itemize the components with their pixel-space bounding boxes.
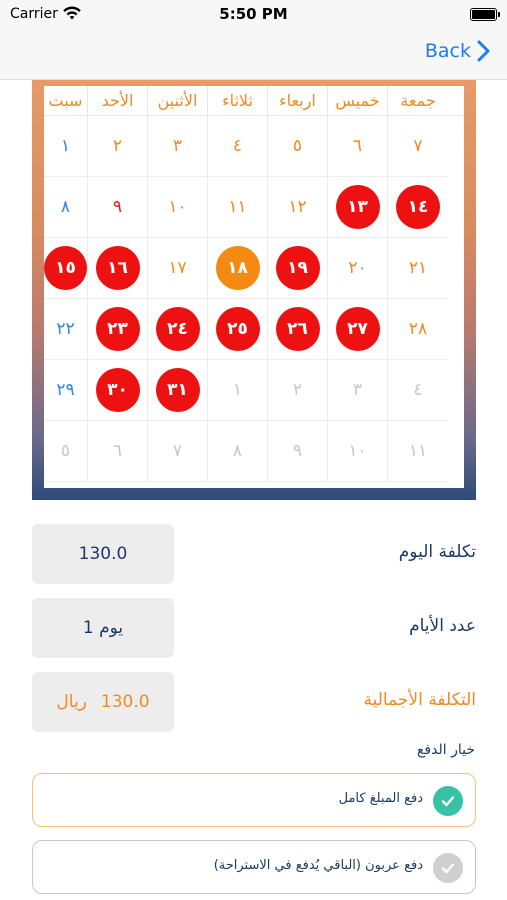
calendar-day-cell[interactable] (208, 177, 268, 238)
calendar-day-cell[interactable] (268, 116, 328, 177)
calendar-day-cell[interactable] (208, 116, 268, 177)
calendar-day-cell[interactable] (148, 299, 208, 360)
booked-day-marker (156, 368, 200, 412)
calendar-day-number: ٢ (112, 135, 123, 156)
calendar-day-cell[interactable] (148, 360, 208, 421)
booked-day-marker (336, 307, 380, 351)
booked-day-marker (44, 246, 87, 290)
booked-day-marker (96, 246, 140, 290)
clock-time: 5:50 PM (219, 5, 288, 23)
booked-day-marker (216, 307, 260, 351)
day-cost-row (32, 524, 476, 584)
checkmark-icon (433, 853, 463, 883)
calendar-day-number: ١٠ (168, 196, 187, 217)
calendar-day-number: ١٩ (287, 257, 308, 278)
back-button[interactable] (425, 40, 491, 62)
battery-icon (470, 8, 497, 21)
calendar-day-number: ٦ (352, 135, 363, 156)
checkmark-icon (433, 786, 463, 816)
calendar-day-number: ٤ (232, 135, 243, 156)
calendar-day-cell[interactable] (88, 177, 148, 238)
calendar-day-cell[interactable] (44, 299, 88, 360)
calendar-day-cell[interactable] (148, 116, 208, 177)
weekday-header: الأثنين (148, 86, 208, 116)
calendar-day-cell[interactable] (388, 116, 448, 177)
calendar-day-cell[interactable] (388, 421, 448, 482)
calendar-day-number: ٢٠ (348, 257, 367, 278)
calendar-day-number: ٧ (172, 440, 183, 461)
calendar-day-cell[interactable] (268, 177, 328, 238)
booked-day-marker (156, 307, 200, 351)
calendar-day-cell[interactable] (208, 299, 268, 360)
calendar-day-cell[interactable] (88, 421, 148, 482)
calendar (44, 86, 464, 488)
calendar-day-number: ١١ (408, 440, 428, 461)
calendar-day-number: ٩ (112, 196, 123, 217)
calendar-day-number: ١ (60, 135, 71, 156)
calendar-background (32, 80, 476, 500)
calendar-day-number: ٢٤ (167, 318, 188, 339)
calendar-day-number: ٢٩ (56, 379, 75, 400)
booked-day-marker (336, 185, 380, 229)
calendar-day-cell[interactable] (388, 360, 448, 421)
calendar-day-cell[interactable] (268, 238, 328, 299)
weekday-header: جمعة (400, 91, 436, 110)
calendar-day-cell[interactable] (44, 177, 88, 238)
day-cost-label: تكلفة اليوم (398, 542, 476, 562)
calendar-day-cell[interactable] (328, 238, 388, 299)
calendar-day-cell[interactable] (208, 421, 268, 482)
calendar-weekday-header (44, 86, 464, 116)
calendar-day-number: ٥ (292, 135, 303, 156)
calendar-day-cell[interactable] (88, 360, 148, 421)
weekday-header: الأحد (88, 86, 148, 116)
calendar-day-number: ٣ (352, 379, 363, 400)
booked-day-marker (396, 185, 440, 229)
weekday-header: اربعاء (268, 86, 328, 116)
calendar-day-number: ٨ (232, 440, 243, 461)
calendar-day-cell[interactable] (208, 360, 268, 421)
calendar-day-number: ١ (232, 379, 243, 400)
pay-full-label: دفع المبلغ كامل (338, 791, 423, 806)
calendar-day-number: ٢٧ (347, 318, 368, 339)
calendar-day-number: ٢١ (408, 257, 428, 278)
navigation-bar (0, 28, 507, 80)
calendar-day-number: ١٢ (288, 196, 307, 217)
payment-options-title: خيار الدفع (416, 742, 475, 758)
pay-full-option[interactable] (32, 773, 476, 827)
calendar-day-number: ٣١ (167, 379, 188, 400)
calendar-day-number: ١٥ (55, 257, 76, 278)
calendar-day-cell[interactable] (148, 177, 208, 238)
calendar-day-number: ٢٣ (107, 318, 128, 339)
calendar-day-cell[interactable] (148, 238, 208, 299)
days-count-value: 1 يوم (32, 598, 174, 658)
calendar-day-number: ٢٦ (287, 318, 308, 339)
calendar-day-cell[interactable] (388, 177, 448, 238)
calendar-day-number: ٧ (413, 135, 423, 156)
calendar-day-number: ١٤ (407, 196, 429, 217)
calendar-day-cell[interactable] (88, 238, 148, 299)
calendar-day-number: ١٠ (348, 440, 367, 461)
booked-day-marker (276, 307, 320, 351)
back-label: Back (424, 40, 471, 62)
calendar-day-cell[interactable] (388, 299, 448, 360)
calendar-day-number: ٢٨ (408, 318, 428, 339)
calendar-day-number: ٣ (172, 135, 183, 156)
calendar-day-cell[interactable] (148, 421, 208, 482)
calendar-day-cell[interactable] (328, 116, 388, 177)
calendar-grid (44, 116, 464, 482)
calendar-day-number: ١٦ (107, 257, 128, 278)
calendar-day-number: ١١ (228, 196, 247, 217)
total-cost-label: التكلفة الأجمالية (363, 690, 476, 710)
calendar-day-number: ٣٠ (107, 379, 128, 400)
total-currency: ريال (56, 692, 87, 712)
days-count-row (32, 598, 476, 658)
chevron-right-icon (477, 40, 491, 62)
calendar-day-cell[interactable] (328, 360, 388, 421)
calendar-day-cell[interactable] (388, 238, 448, 299)
calendar-day-cell[interactable] (208, 238, 268, 299)
pay-deposit-label: دفع عربون (الباقي يُدفع في الاستراحة) (213, 858, 423, 873)
calendar-day-number: ٩ (292, 440, 303, 461)
calendar-day-number: ١٣ (347, 196, 368, 217)
weekday-header: سبت (44, 86, 88, 116)
weekday-header: ثلاثاء (208, 86, 268, 116)
calendar-day-cell[interactable] (88, 116, 148, 177)
calendar-day-cell[interactable] (88, 299, 148, 360)
selected-day-marker (216, 246, 260, 290)
days-count-label: عدد الأيام (409, 616, 476, 636)
calendar-day-cell[interactable] (328, 421, 388, 482)
total-cost-box (32, 672, 174, 732)
calendar-day-number: ٦ (112, 440, 123, 461)
booked-day-marker (96, 368, 140, 412)
calendar-day-number: ٤ (413, 379, 423, 400)
carrier-label: Carrier (10, 6, 58, 22)
calendar-day-cell[interactable] (268, 360, 328, 421)
calendar-day-cell[interactable] (268, 421, 328, 482)
calendar-day-cell[interactable] (44, 421, 88, 482)
calendar-day-number: ٢٥ (227, 318, 248, 339)
calendar-day-number: ٨ (60, 196, 71, 217)
booked-day-marker (276, 246, 320, 290)
weekday-header: خميس (328, 86, 388, 116)
calendar-day-cell[interactable] (328, 299, 388, 360)
pay-deposit-option[interactable] (32, 840, 476, 894)
calendar-day-number: ١٨ (227, 257, 248, 278)
booked-day-marker (96, 307, 140, 351)
calendar-day-cell[interactable] (328, 177, 388, 238)
calendar-day-number: ٥ (60, 440, 71, 461)
day-cost-value: 130.0 (32, 524, 174, 584)
calendar-day-number: ١٧ (168, 257, 187, 278)
calendar-day-number: ٢٢ (56, 318, 75, 339)
calendar-day-cell[interactable] (44, 360, 88, 421)
status-bar (0, 0, 507, 28)
calendar-day-number: ٢ (292, 379, 303, 400)
total-cost-value: 130.0 (100, 692, 150, 712)
calendar-day-cell[interactable] (268, 299, 328, 360)
calendar-day-cell[interactable] (44, 116, 88, 177)
calendar-day-cell[interactable] (44, 238, 88, 299)
total-cost-row (32, 672, 476, 732)
